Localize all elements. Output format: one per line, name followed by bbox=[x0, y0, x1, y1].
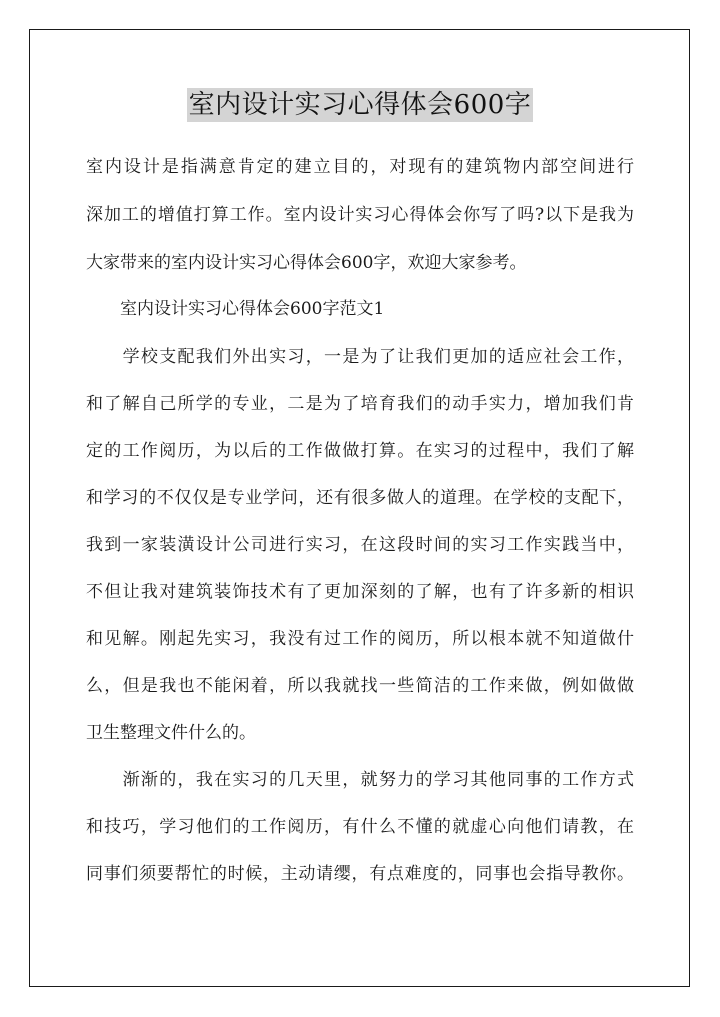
paragraph-line: 和见解。刚起先实习，我没有过工作的阅历，所以根本就不知道做什 bbox=[86, 629, 634, 649]
paragraph-line: 室内设计是指满意肯定的建立目的，对现有的建筑物内部空间进行 bbox=[86, 157, 634, 177]
document-title: 室内设计实习心得体会600字 bbox=[188, 90, 532, 120]
paragraph-line: 深加工的增值打算工作。室内设计实习心得体会你写了吗?以下是我为 bbox=[86, 205, 634, 225]
paragraph-line: 同事们须要帮忙的时候，主动请缨，有点难度的，同事也会指导教你。 bbox=[86, 864, 634, 884]
paragraph-line: 大家带来的室内设计实习心得体会600字，欢迎大家参考。 bbox=[86, 253, 527, 273]
paragraph-line: 和学习的不仅仅是专业学问，还有很多做人的道理。在学校的支配下， bbox=[86, 488, 634, 508]
paragraph-line: 我到一家装潢设计公司进行实习，在这段时间的实习工作实践当中， bbox=[86, 535, 634, 555]
section-heading: 室内设计实习心得体会600字范文1 bbox=[86, 299, 385, 319]
paragraph-line: 定的工作阅历，为以后的工作做做打算。在实习的过程中，我们了解 bbox=[86, 441, 634, 461]
paragraph-line: 学校支配我们外出实习，一是为了让我们更加的适应社会工作， bbox=[86, 347, 634, 367]
paragraph-line: 卫生整理文件什么的。 bbox=[86, 723, 256, 743]
paragraph-line: 不但让我对建筑装饰技术有了更加深刻的了解，也有了许多新的相识 bbox=[86, 582, 634, 602]
paragraph-line: 和技巧，学习他们的工作阅历，有什么不懂的就虚心向他们请教，在 bbox=[86, 817, 634, 837]
title-container bbox=[0, 88, 720, 122]
paragraph-line: 么，但是我也不能闲着，所以我就找一些简洁的工作来做，例如做做 bbox=[86, 676, 634, 696]
paragraph-line: 和了解自己所学的专业，二是为了培育我们的动手实力，增加我们肯 bbox=[86, 394, 634, 414]
paragraph-line: 渐渐的，我在实习的几天里，就努力的学习其他同事的工作方式 bbox=[86, 770, 634, 790]
